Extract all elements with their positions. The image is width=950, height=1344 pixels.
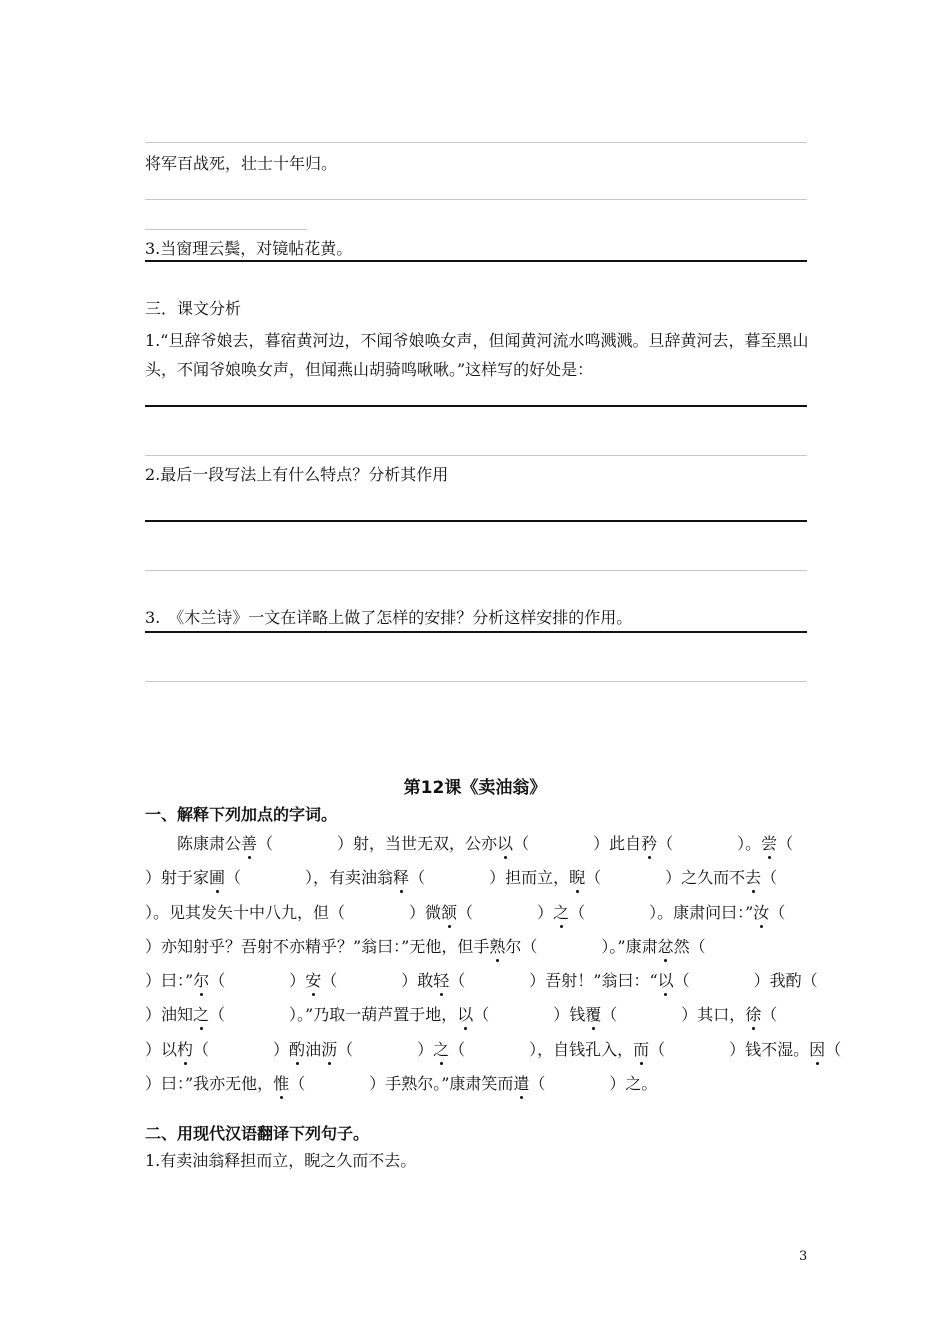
dotted-word: 安 — [305, 971, 322, 991]
cloze-text: （ ） — [457, 902, 554, 922]
cloze-text: （ ），自钱孔入， — [449, 1039, 634, 1059]
dotted-word: 沥 — [321, 1039, 338, 1059]
dotted-word: 而 — [633, 1039, 650, 1059]
cloze-text: （ ）微 — [329, 902, 442, 922]
cloze-row — [145, 861, 810, 895]
cloze-text: （ ）手熟尔。”康肃笑而 — [289, 1074, 514, 1094]
cloze-text: ）射于家 — [145, 868, 210, 888]
dotted-word: 之 — [553, 902, 570, 922]
dotted-word: 颔 — [441, 902, 458, 922]
cloze-row — [145, 930, 810, 964]
cloze-text: （ ）之久而不 — [585, 868, 746, 888]
cloze-text: （ ）钱 — [473, 1005, 586, 1025]
question-2: 2.最后一段写法上有什么特点？分析其作用 — [145, 465, 449, 484]
cloze-text: ）油知 — [145, 1005, 194, 1025]
cloze-text: 然（ — [673, 936, 706, 956]
cloze-row — [145, 896, 810, 930]
dotted-word: 圃 — [209, 868, 226, 888]
cloze-text: （ — [777, 834, 794, 853]
cloze-text: （ ） — [337, 1039, 434, 1059]
cloze-text: （ — [761, 868, 778, 888]
answer-line — [145, 570, 807, 571]
answer-line — [145, 681, 807, 682]
translate-question-1: 1.有卖油翁释担而立，睨之久而不去。 — [145, 1151, 417, 1170]
dotted-word: 释 — [393, 868, 410, 888]
question-1: 1.“旦辞爷娘去，暮宿黄河边，不闻爷娘唤女声，但闻黄河流水鸣溅溅。旦辞黄河去，暮至黑山头，不闻爷娘唤女声，但闻燕山胡骑鸣啾啾。”这样写的好处是： — [145, 331, 809, 379]
part-1-heading: 一、解释下列加点的字词。 — [145, 805, 338, 824]
cloze-passage — [145, 827, 842, 1101]
cloze-text: （ ）钱不湿。 — [649, 1039, 810, 1059]
cloze-text: （ ）其口， — [601, 1005, 746, 1025]
section-heading: 三．课文分析 — [145, 299, 242, 318]
dotted-word: 覆 — [585, 1005, 602, 1025]
cloze-row — [145, 1033, 842, 1067]
dotted-word: 汝 — [753, 902, 770, 922]
dotted-word: 之 — [433, 1039, 450, 1059]
dotted-word: 酌 — [289, 1039, 306, 1059]
question-3: 3. 《木兰诗》一文在详略上做了怎样的安排？分析这样安排的作用。 — [145, 608, 633, 627]
dotted-word: 以 — [457, 1005, 474, 1025]
dotted-word: 忿 — [657, 936, 674, 956]
cloze-text: （ ）担而立， — [409, 868, 570, 888]
dotted-word: 尔 — [193, 971, 210, 991]
cloze-text: ）。见其发矢十中八九，但 — [145, 902, 330, 922]
answer-line — [145, 631, 807, 633]
cloze-row — [145, 827, 810, 861]
part-2-heading: 二、用现代汉语翻译下列句子。 — [145, 1124, 370, 1143]
cloze-text: （ — [769, 902, 786, 922]
cloze-text: 油 — [305, 1039, 322, 1059]
answer-line — [145, 405, 807, 407]
dotted-word: 睨 — [569, 868, 586, 888]
poem-line: 将军百战死，壮士十年归。 — [145, 154, 338, 173]
page-number: 3 — [799, 1249, 808, 1264]
dotted-word: 遣 — [513, 1074, 530, 1094]
dotted-word: 以 — [657, 971, 674, 991]
cloze-text: （ ）吾射！”翁曰：“ — [449, 971, 658, 991]
cloze-row — [145, 998, 810, 1032]
cloze-text: ）曰：” — [145, 971, 194, 991]
cloze-row — [145, 964, 818, 998]
dotted-word: 徐 — [745, 1005, 762, 1025]
cloze-text: ）以 — [145, 1039, 178, 1059]
answer-line — [145, 455, 807, 456]
cloze-text: ）亦知射乎？吾射不亦精乎？”翁曰：”无他，但手 — [145, 936, 490, 956]
cloze-text: ）曰：”我亦无他， — [145, 1074, 274, 1094]
answer-line — [145, 260, 807, 262]
cloze-text: （ ）此自 — [513, 834, 642, 853]
poem-line: 3.当窗理云鬓，对镜帖花黄。 — [145, 239, 353, 258]
cloze-text: （ ）。”乃取一葫芦置于地， — [209, 1005, 458, 1025]
answer-line — [145, 229, 307, 230]
cloze-text: （ ）。康肃问曰：” — [569, 902, 754, 922]
cloze-text: （ ）。 — [657, 834, 762, 853]
dotted-word: 之 — [193, 1005, 210, 1025]
dotted-word: 去 — [745, 868, 762, 888]
dotted-word: 杓 — [177, 1039, 194, 1059]
cloze-text: （ — [761, 1005, 778, 1025]
answer-line — [145, 199, 807, 200]
cloze-text: （ ） — [193, 1039, 290, 1059]
answer-line — [145, 142, 807, 143]
cloze-text: 陈康肃公 — [145, 834, 242, 853]
answer-line — [145, 520, 807, 522]
dotted-word: 轻 — [433, 971, 450, 991]
cloze-text: （ ） — [209, 971, 306, 991]
cloze-text: （ ）敢 — [321, 971, 434, 991]
dotted-word: 惟 — [273, 1074, 290, 1094]
dotted-word: 善 — [241, 834, 258, 853]
cloze-text: 尔（ ）。”康肃 — [505, 936, 658, 956]
lesson-title: 第12课《卖油翁》 — [403, 778, 547, 798]
cloze-text: （ ）我酌（ — [673, 971, 818, 991]
dotted-word: 以 — [497, 834, 514, 853]
dotted-word: 尝 — [761, 834, 778, 853]
cloze-text: （ ），有卖油翁 — [225, 868, 394, 888]
dotted-word: 熟 — [489, 936, 506, 956]
dotted-word: 矜 — [641, 834, 658, 853]
cloze-text: （ ）之。 — [529, 1074, 658, 1094]
dotted-word: 因 — [809, 1039, 826, 1059]
cloze-row — [145, 1067, 810, 1101]
cloze-text: （ ）射，当世无双，公亦 — [257, 834, 498, 853]
cloze-text: （ — [825, 1039, 842, 1059]
